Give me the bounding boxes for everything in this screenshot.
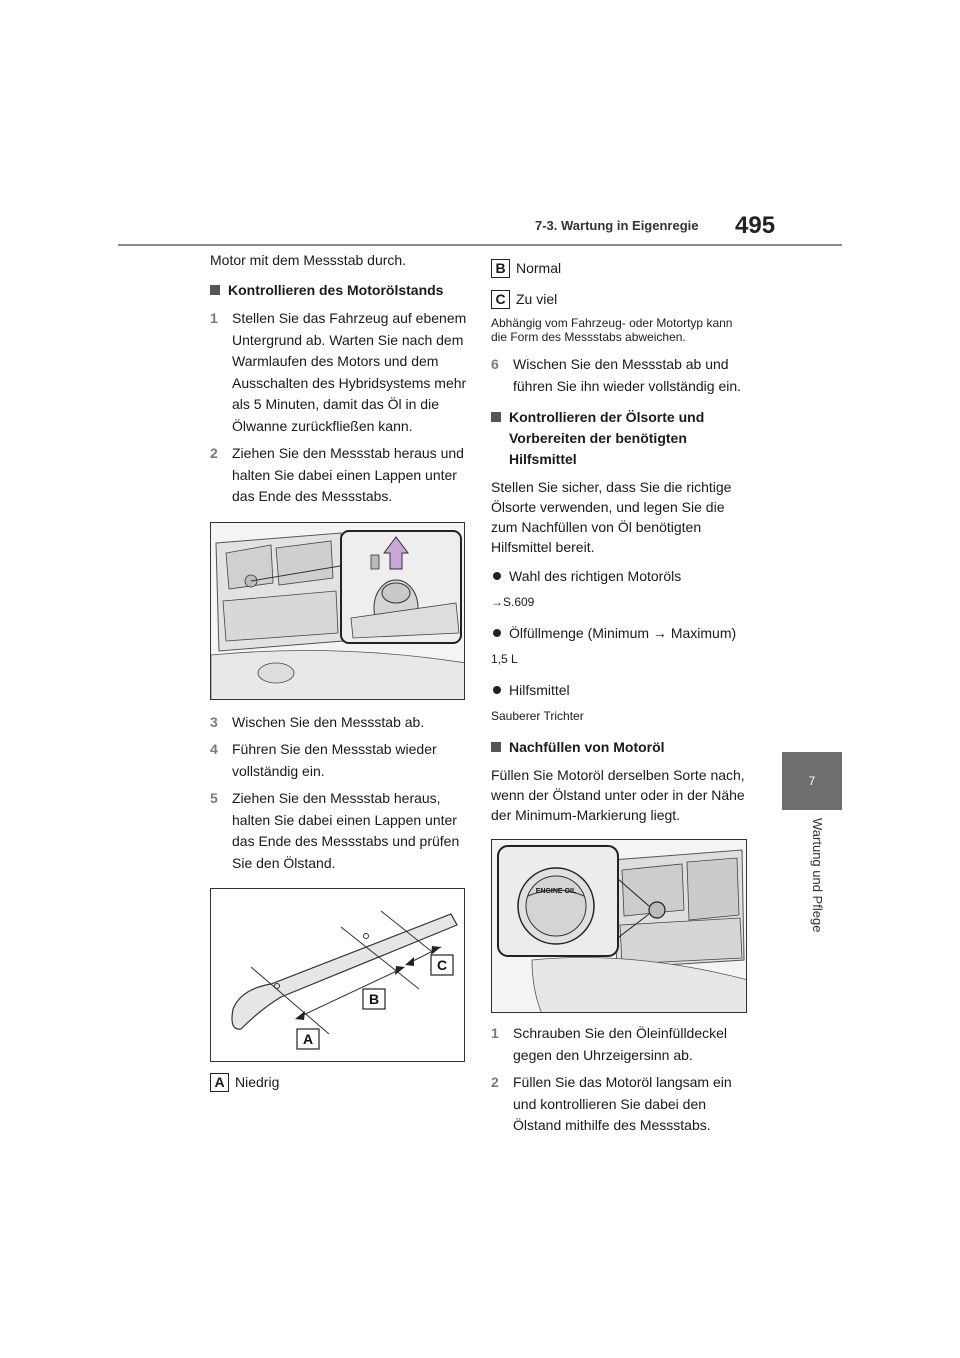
left-column bbox=[210, 250, 468, 1099]
fig-label-c: C bbox=[436, 957, 448, 973]
intro-text: Motor mit dem Messstab durch. bbox=[210, 252, 407, 268]
legend-text-c: Zu viel bbox=[516, 291, 558, 307]
step-number: 2 bbox=[210, 445, 218, 461]
header-section: 7-3. Wartung in Eigenregie bbox=[535, 218, 699, 233]
legend-letter-a: A bbox=[210, 1073, 229, 1092]
bullet-oil-quantity: Ölfüllmenge (Minimum → Maximum) bbox=[491, 623, 749, 644]
header-rule bbox=[118, 244, 842, 246]
dipstick-note: Abhängig vom Fahrzeug- oder Motortyp kann die Form des Messstabs abweichen. bbox=[491, 316, 733, 344]
step-6 bbox=[491, 354, 749, 397]
heading-square-icon bbox=[210, 285, 220, 295]
step-refill-2 bbox=[491, 1072, 749, 1137]
heading-square-icon bbox=[491, 742, 501, 752]
step-refill-1 bbox=[491, 1023, 749, 1066]
step-5 bbox=[210, 788, 468, 874]
step-text: Führen Sie den Messstab wieder vollständig ein. bbox=[232, 741, 437, 779]
tools-value: Sauberer Trichter bbox=[491, 709, 584, 723]
step-text: Stellen Sie das Fahrzeug auf ebenem Untergrund ab. Warten Sie nach dem Warmlaufen des Motors und dem Ausschalten des Hybridsystems mehr als 5 Minuten, damit das Öl in die Ölwanne zurückfließen kann. bbox=[232, 310, 467, 434]
oil-filler-cap-figure bbox=[491, 839, 747, 1013]
step-number: 4 bbox=[210, 741, 218, 757]
step-text: Wischen Sie den Messstab ab und führen Sie ihn wieder vollständig ein. bbox=[513, 356, 742, 394]
dipstick-level-figure bbox=[210, 888, 465, 1062]
bullet-dot-icon bbox=[493, 572, 501, 580]
bullet-oil-choice: Wahl des richtigen Motoröls bbox=[491, 566, 749, 587]
oil-quantity-value: 1,5 L bbox=[491, 652, 518, 666]
bullet-dot-icon bbox=[493, 686, 501, 694]
cap-label-text: ENGINE OIL bbox=[535, 888, 577, 895]
step-number: 1 bbox=[491, 1025, 499, 1041]
legend-letter-b: B bbox=[491, 259, 510, 278]
bullet-dot-icon bbox=[493, 629, 501, 637]
page-reference-link[interactable]: →S.609 bbox=[491, 595, 535, 609]
legend-b bbox=[491, 258, 749, 279]
step-number: 6 bbox=[491, 356, 499, 372]
right-column bbox=[491, 250, 749, 1143]
engine-bay-dipstick-figure bbox=[210, 522, 465, 700]
step-text: Ziehen Sie den Messstab heraus, halten Sie dabei einen Lappen unter das Ende des Messstabs und prüfen Sie den Ölstand. bbox=[232, 790, 460, 871]
step-number: 3 bbox=[210, 713, 218, 730]
step-number: 5 bbox=[210, 790, 218, 806]
step-text: Wischen Sie den Messstab ab. bbox=[232, 713, 425, 730]
legend-a bbox=[210, 1072, 468, 1093]
page-number: 495 bbox=[735, 212, 776, 239]
step-3 bbox=[210, 712, 468, 734]
section-heading-oil-type: Kontrollieren der Ölsorte und Vorbereiten der benötigten Hilfsmittel bbox=[491, 407, 749, 470]
section-heading-refill: Nachfüllen von Motoröl bbox=[491, 737, 749, 758]
step-1 bbox=[210, 308, 468, 437]
step-4 bbox=[210, 739, 468, 782]
legend-c bbox=[491, 289, 749, 310]
refill-text: Füllen Sie Motoröl derselben Sorte nach, wenn der Ölstand unter oder in der Nähe der Minimum-Markierung liegt. bbox=[491, 767, 745, 823]
step-2 bbox=[210, 443, 468, 508]
step-text: Schrauben Sie den Öleinfülldeckel gegen den Uhrzeigersinn ab. bbox=[513, 1025, 728, 1063]
legend-text-b: Normal bbox=[516, 260, 562, 276]
fig-label-b: B bbox=[368, 991, 380, 1007]
bullet-tools: Hilfsmittel bbox=[491, 680, 749, 701]
step-number: 1 bbox=[210, 310, 218, 326]
fig-label-a: A bbox=[302, 1031, 314, 1047]
legend-text-a: Niedrig bbox=[235, 1074, 280, 1090]
oil-type-text: Stellen Sie sicher, dass Sie die richtige Ölsorte verwenden, und legen Sie die zum Nachfüllen von Öl benötigten Hilfsmittel bereit. bbox=[491, 479, 732, 555]
legend-letter-c: C bbox=[491, 290, 510, 309]
step-text: Ziehen Sie den Messstab heraus und halten Sie dabei einen Lappen unter das Ende des Messstabs. bbox=[232, 445, 464, 504]
step-text: Füllen Sie das Motoröl langsam ein und kontrollieren Sie dabei den Ölstand mithilfe des Messstabs. bbox=[513, 1074, 732, 1133]
step-number: 2 bbox=[491, 1074, 499, 1090]
section-heading-oil-level: Kontrollieren des Motorölstands bbox=[210, 280, 468, 301]
chapter-label: Wartung und Pflege bbox=[810, 818, 825, 933]
heading-square-icon bbox=[491, 412, 501, 422]
chapter-tab[interactable]: 7 bbox=[782, 752, 842, 810]
